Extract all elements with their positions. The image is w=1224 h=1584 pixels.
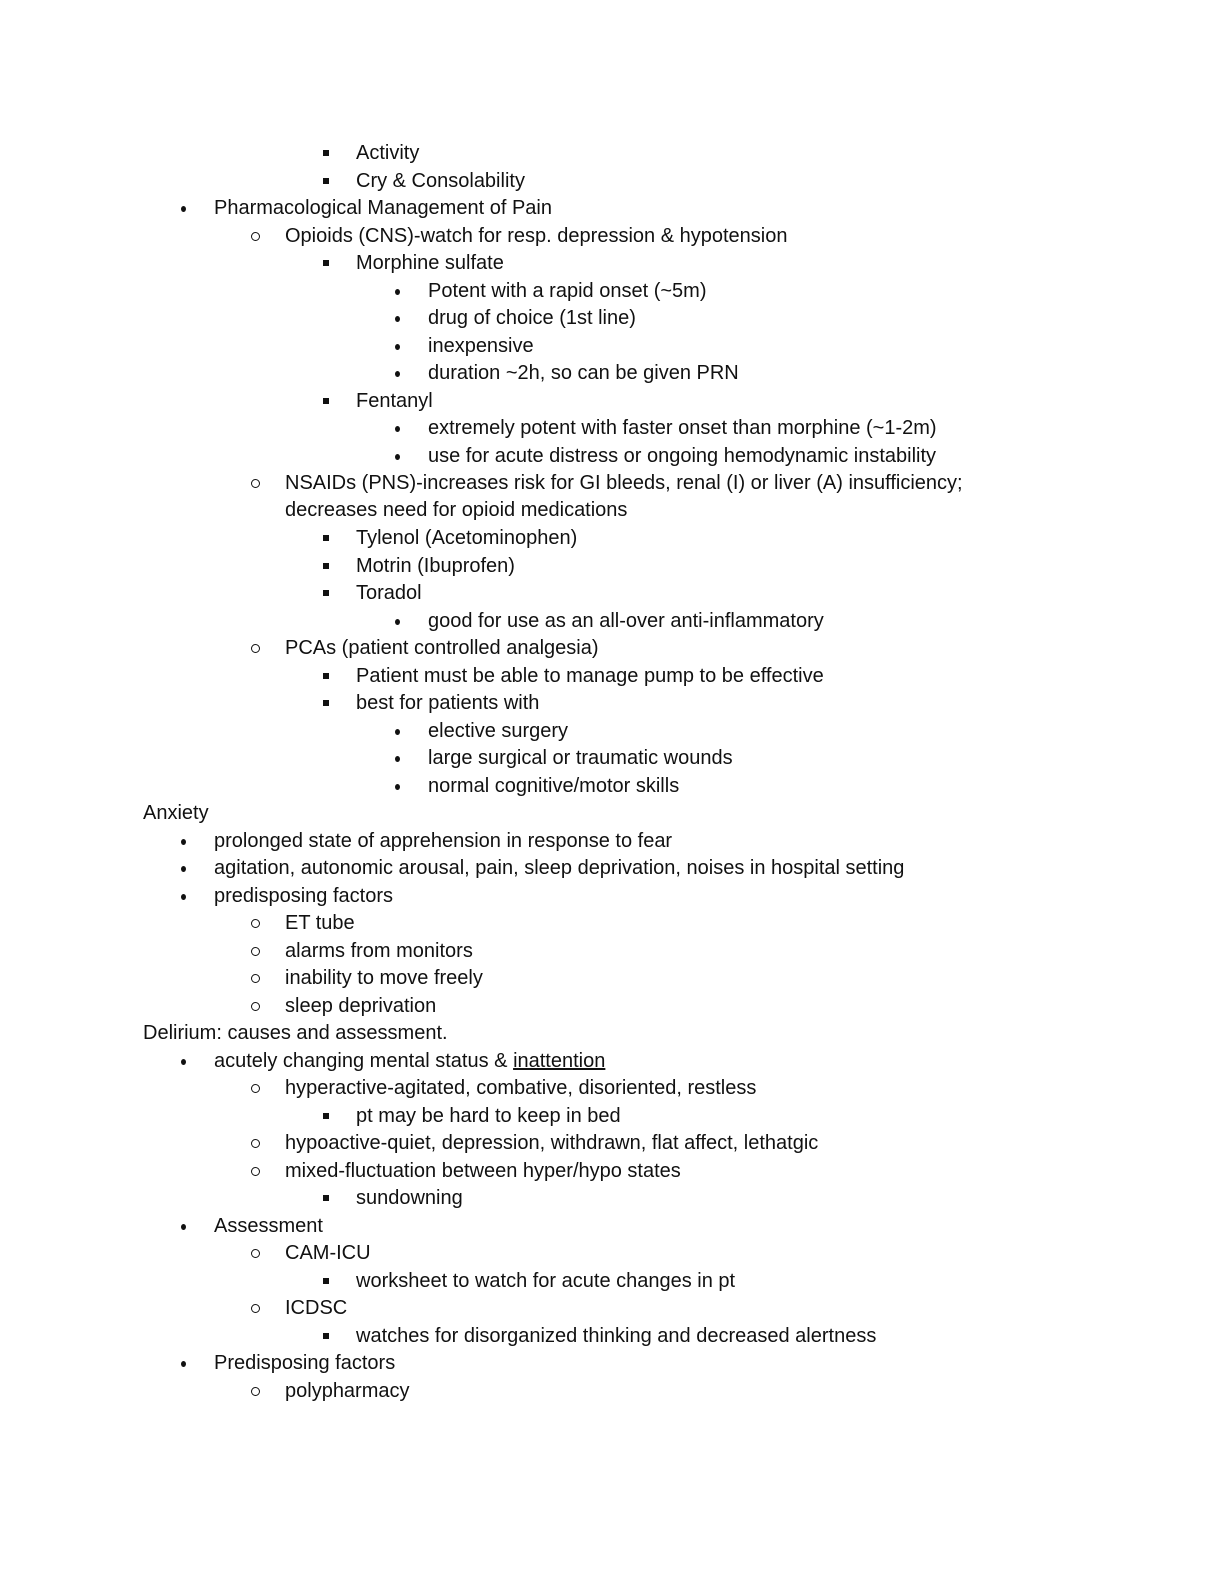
list-item (0, 195, 1224, 223)
item-text: sundowning (356, 1187, 463, 1209)
item-text: Pharmacological Management of Pain (214, 197, 552, 219)
list-item (0, 608, 1224, 636)
item-text: drug of choice (1st line) (428, 307, 636, 329)
item-text: large surgical or traumatic wounds (428, 747, 733, 769)
item-text: use for acute distress or ongoing hemodynamic instability (428, 444, 937, 467)
item-text: inability to move freely (285, 967, 483, 989)
item-text: inexpensive (428, 334, 534, 357)
item-text: Motrin (Ibuprofen) (356, 554, 515, 577)
list-item (0, 993, 1224, 1021)
list-item (0, 333, 1224, 361)
item-text: Predisposing factors (214, 1352, 396, 1374)
item-text: sleep deprivation (285, 994, 437, 1017)
item-text: Fentanyl (356, 389, 433, 412)
item-text: watches for disorganized thinking and decreased alertness (356, 1324, 877, 1347)
list-item (0, 1240, 1224, 1268)
list-item (0, 745, 1224, 773)
list-item (0, 773, 1224, 801)
item-text: ICDSC (285, 1297, 348, 1319)
item-text: hypoactive-quiet, depression, withdrawn, flat affect, lethatgic (285, 1132, 819, 1154)
list-item (0, 690, 1224, 718)
list-item (0, 278, 1224, 306)
list-item (0, 415, 1224, 443)
item-text: extremely potent with faster onset than morphine (~1-2m) (428, 417, 937, 439)
list-item (0, 168, 1224, 196)
list-item (0, 938, 1224, 966)
item-text: PCAs (patient controlled analgesia) (285, 637, 599, 659)
list-item (0, 855, 1224, 883)
list-item (0, 223, 1224, 251)
item-text: NSAIDs (PNS)-increases risk for GI bleeds, renal (I) or liver (A) insufficiency; decreases need for opioid medications (285, 472, 963, 521)
item-text: Opioids (CNS)-watch for resp. depression & hypotension (285, 224, 788, 247)
item-text: Toradol (356, 582, 422, 604)
item-text: alarms from monitors (285, 939, 473, 962)
list-item (0, 553, 1224, 581)
list-item (0, 828, 1224, 856)
underlined-term: inattention (513, 1049, 606, 1072)
item-text: good for use as an all-over anti-inflammatory (428, 609, 824, 632)
section-heading (0, 800, 1224, 828)
document-page (0, 140, 1224, 1405)
list-item (0, 250, 1224, 278)
item-text: Patient must be able to manage pump to be effective (356, 664, 824, 687)
list-item (0, 140, 1224, 168)
item-text: predisposing factors (214, 884, 393, 907)
item-text: agitation, autonomic arousal, pain, sleep deprivation, noises in hospital setting (214, 857, 905, 879)
list-item (0, 305, 1224, 333)
list-item (0, 1103, 1224, 1131)
list-item (0, 1130, 1224, 1158)
item-text: worksheet to watch for acute changes in pt (356, 1269, 736, 1292)
list-item (0, 663, 1224, 691)
list-item (0, 1158, 1224, 1186)
item-text: ET tube (285, 912, 355, 934)
list-item (0, 1048, 1224, 1076)
list-item (0, 635, 1224, 663)
list-item (0, 1185, 1224, 1213)
list-item (0, 1075, 1224, 1103)
list-item (0, 1323, 1224, 1351)
item-text: Anxiety (143, 802, 209, 824)
item-text: Activity (356, 142, 420, 164)
list-item (0, 883, 1224, 911)
list-item (0, 1213, 1224, 1241)
item-text: Tylenol (Acetominophen) (356, 527, 578, 549)
list-item (0, 443, 1224, 471)
item-text: Morphine sulfate (356, 252, 504, 274)
item-text: CAM-ICU (285, 1242, 371, 1264)
list-item (0, 1295, 1224, 1323)
item-text: elective surgery (428, 719, 569, 742)
list-item (0, 965, 1224, 993)
list-item (0, 718, 1224, 746)
item-text: polypharmacy (285, 1379, 410, 1402)
item-text: duration ~2h, so can be given PRN (428, 362, 739, 384)
item-text: acutely changing mental status & inattention (214, 1049, 606, 1072)
list-item (0, 1268, 1224, 1296)
list-item (0, 360, 1224, 388)
list-item (0, 525, 1224, 553)
list-item (0, 1350, 1224, 1378)
section-heading (0, 1020, 1224, 1048)
list-item (0, 470, 1224, 525)
item-text: mixed-fluctuation between hyper/hypo states (285, 1159, 681, 1182)
item-text: Assessment (214, 1214, 323, 1237)
item-text: Cry & Consolability (356, 169, 525, 192)
item-text: prolonged state of apprehension in response to fear (214, 829, 673, 852)
item-text: pt may be hard to keep in bed (356, 1104, 621, 1127)
item-text: normal cognitive/motor skills (428, 774, 680, 797)
list-item (0, 388, 1224, 416)
list-item (0, 1378, 1224, 1406)
list-item (0, 910, 1224, 938)
item-text: Delirium: causes and assessment. (143, 1022, 448, 1044)
list-item (0, 580, 1224, 608)
item-text: hyperactive-agitated, combative, disoriented, restless (285, 1077, 757, 1099)
item-text: best for patients with (356, 692, 540, 714)
item-text: Potent with a rapid onset (~5m) (428, 279, 707, 302)
